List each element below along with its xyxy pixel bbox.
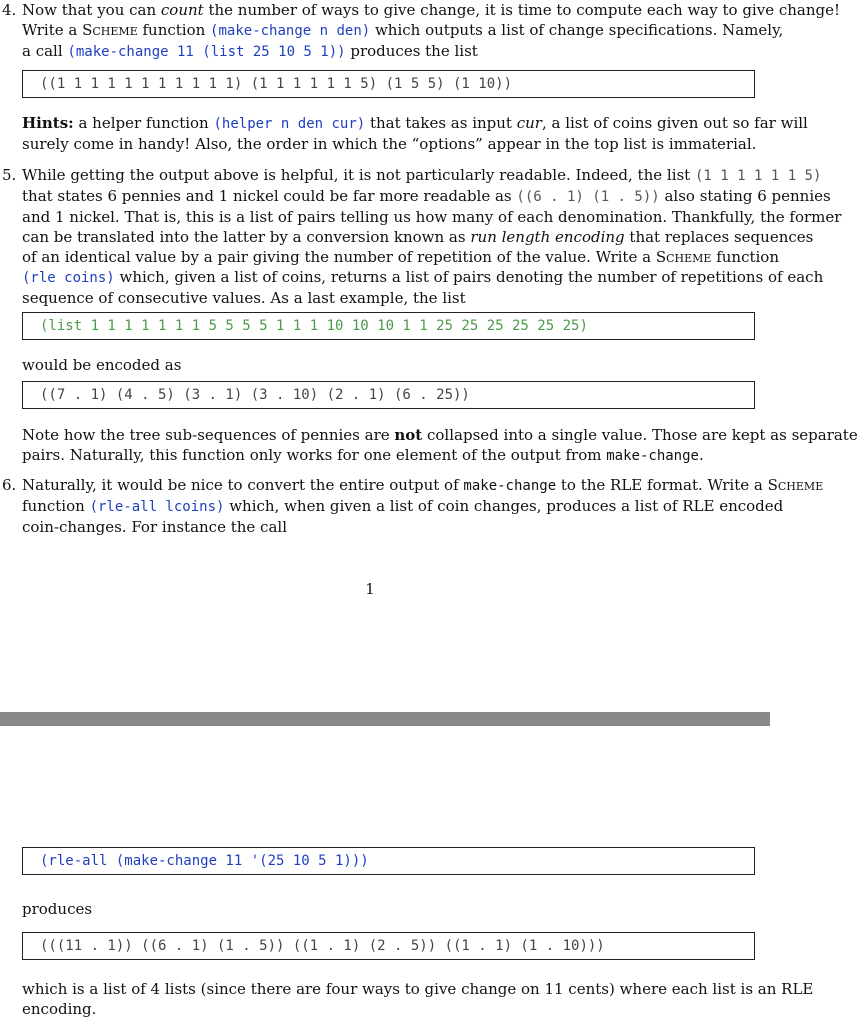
final-paragraph	[22, 979, 814, 1019]
text-line: a call (make-change 11 (list 25 10 5 1)) produces the list	[22, 42, 478, 60]
text-line: coin-changes. For instance the call	[22, 518, 287, 536]
code-box-rle-output: ((7 . 1) (4 . 5) (3 . 1) (3 . 10) (2 . 1) (6 . 25))	[22, 381, 755, 409]
text-line: and 1 nickel. That is, this is a list of pairs telling us how many of each denomination. Thankfully, the former	[22, 208, 842, 226]
code-box-rle-input: (list 1 1 1 1 1 1 1 5 5 5 5 1 1 1 10 10 10 1 1 25 25 25 25 25 25)	[22, 312, 755, 340]
item-number: 5.	[2, 166, 17, 184]
text-line: of an identical value by a pair giving the number of repetition of the value. Write a Scheme function	[22, 248, 779, 266]
text-line: Note how the tree sub-sequences of pennies are not collapsed into a single value. Those are kept as separate	[22, 426, 858, 444]
item-number: 4.	[2, 1, 17, 19]
page-number: 1	[365, 580, 375, 598]
code-box-rle-all-output: (((11 . 1)) ((6 . 1) (1 . 5)) ((1 . 1) (2 . 5)) ((1 . 1) (1 . 10)))	[22, 932, 755, 960]
produces-label: produces	[22, 900, 93, 918]
text-line: Hints: a helper function (helper n den cur) that takes as input cur, a list of coins given out so far will	[22, 114, 808, 132]
text-line: sequence of consecutive values. As a last example, the list	[22, 289, 466, 307]
text-line: that states 6 pennies and 1 nickel could be far more readable as ((6 . 1) (1 . 5)) also stating 6 pennies	[22, 187, 831, 205]
text-line: (rle coins) which, given a list of coins, returns a list of pairs denoting the number of repetitions of each	[22, 268, 824, 286]
text-line: function (rle-all lcoins) which, when given a list of coin changes, produces a list of RLE encoded	[22, 497, 784, 515]
page-2	[0, 726, 814, 1024]
text-line: pairs. Naturally, this function only works for one element of the output from make-change.	[22, 446, 704, 464]
item-4-hints	[22, 113, 808, 154]
text-line: can be translated into the latter by a conversion known as run length encoding that replaces sequences	[22, 228, 814, 246]
item-number: 6.	[2, 476, 17, 494]
item-4-text	[22, 0, 841, 62]
code-box-rle-all-call: (rle-all (make-change 11 '(25 10 5 1)))	[22, 847, 755, 875]
item-5-note	[22, 425, 858, 466]
text-line: Now that you can count the number of ways to give change, it is time to compute each way to give change!	[22, 1, 841, 19]
text-line: encoding.	[22, 1000, 97, 1018]
text-line: Naturally, it would be nice to convert the entire output of make-change to the RLE format. Write a Scheme	[22, 476, 824, 494]
text-line: which is a list of 4 lists (since there are four ways to give change on 11 cents) where each list is an RLE	[22, 980, 814, 998]
text-line: surely come in handy! Also, the order in which the “options” appear in the top list is immaterial.	[22, 135, 757, 153]
text-line: Write a Scheme function (make-change n den) which outputs a list of change specifications. Namely,	[22, 21, 784, 39]
text-line: While getting the output above is helpful, it is not particularly readable. Indeed, the list (1 1 1 1 1 1 5)	[22, 166, 822, 184]
code-box-make-change-output: ((1 1 1 1 1 1 1 1 1 1 1) (1 1 1 1 1 1 5) (1 5 5) (1 10))	[22, 70, 755, 98]
encoded-label: would be encoded as	[22, 356, 182, 374]
item-6-text	[22, 475, 824, 537]
item-5-text	[22, 165, 842, 308]
page-separator	[0, 712, 770, 726]
